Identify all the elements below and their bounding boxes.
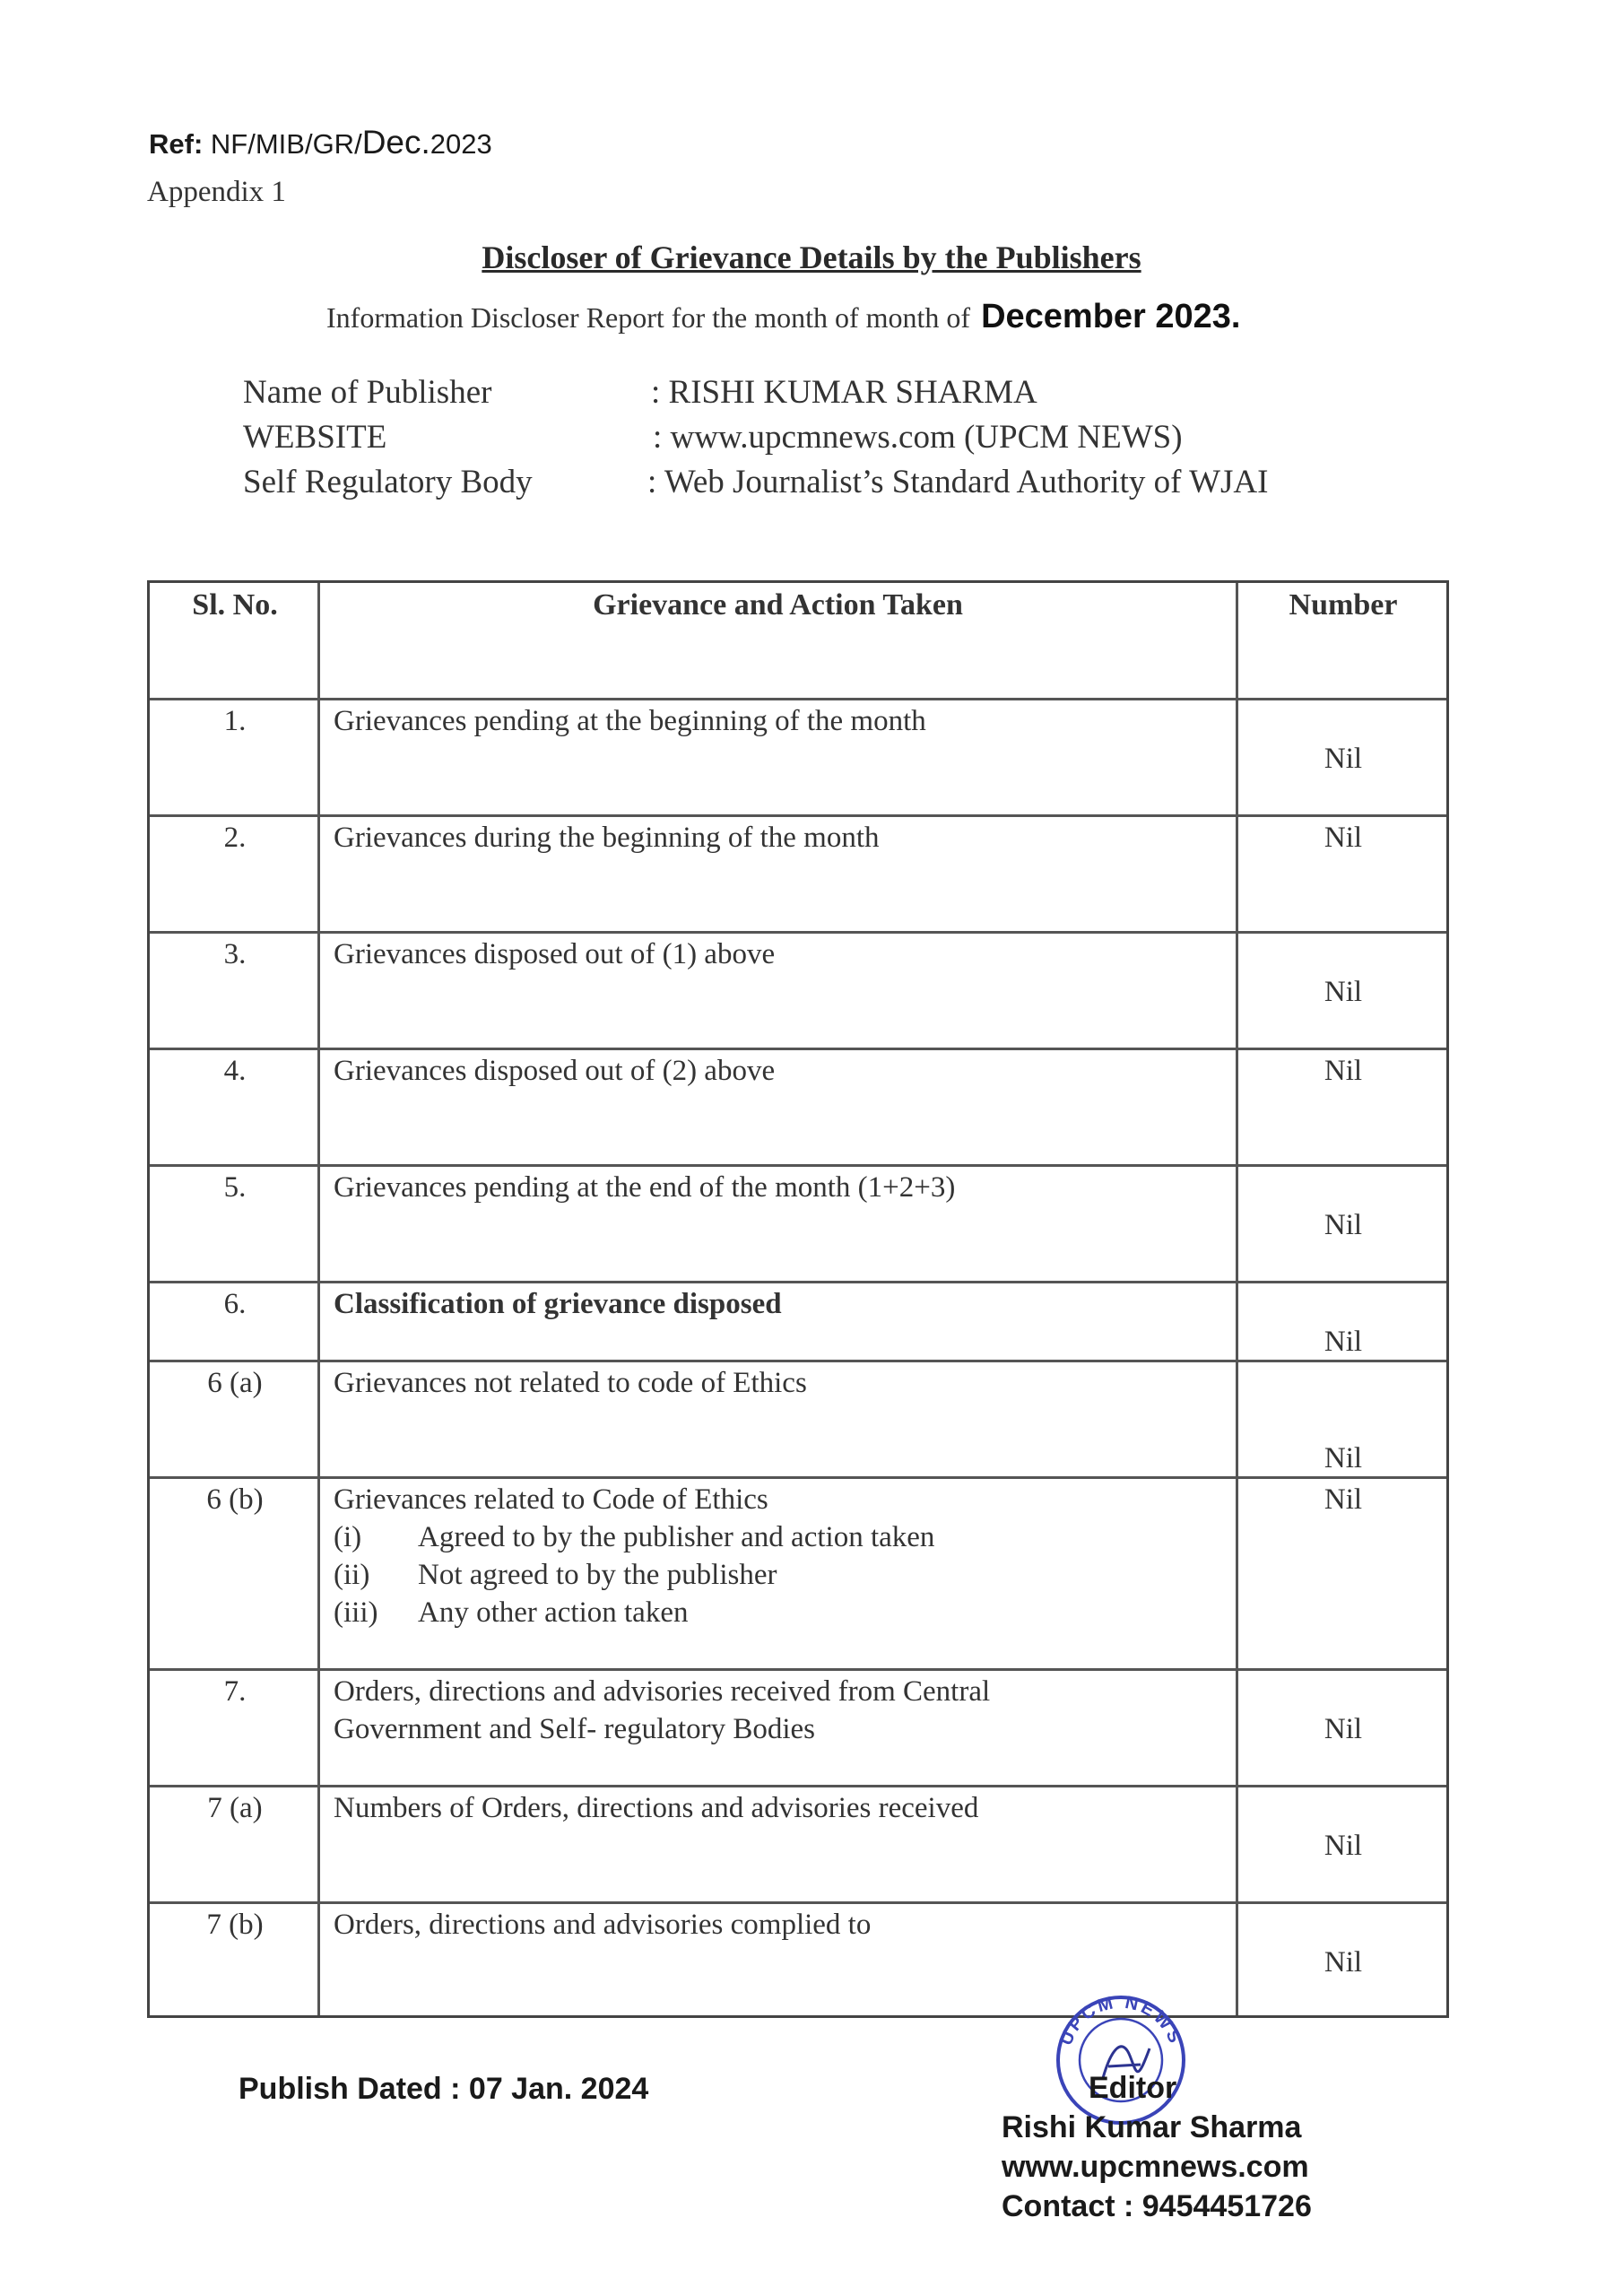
row-divider — [150, 698, 1446, 700]
row-description: Grievances during the beginning of the month — [334, 822, 880, 854]
row-sl: 7 (a) — [207, 1792, 263, 1824]
row-divider — [150, 1785, 1446, 1787]
website-label: WEBSITE — [243, 419, 387, 456]
row-sl: 6 (a) — [207, 1367, 263, 1399]
sub-item-text: Any other action taken — [418, 1596, 689, 1629]
row-number: Nil — [1324, 1209, 1363, 1241]
row-divider — [150, 814, 1446, 817]
website-value: : www.upcmnews.com (UPCM NEWS) — [653, 419, 1183, 456]
ref-year: 2023 — [430, 128, 492, 160]
editor-contact: Contact : 9454451726 — [1002, 2189, 1312, 2223]
row-divider — [150, 1048, 1446, 1050]
row-sl: 5. — [223, 1171, 247, 1204]
row-description: Grievances pending at the end of the month (1+2+3) — [334, 1171, 956, 1204]
row-sl: 2. — [223, 822, 247, 854]
row-sl: 7 (b) — [206, 1909, 264, 1941]
publish-date: Publish Dated : 07 Jan. 2024 — [239, 2072, 649, 2106]
regulatory-body-value: : Web Journalist’s Standard Authority of WJAI — [647, 464, 1269, 500]
ref-month: Dec. — [361, 124, 430, 161]
report-subtitle — [326, 298, 1241, 336]
row-description: Grievances related to Code of Ethics — [334, 1483, 768, 1516]
row-divider — [150, 1360, 1446, 1362]
row-number: Nil — [1324, 1055, 1363, 1087]
sub-item — [334, 1596, 688, 1630]
sub-item-text: Agreed to by the publisher and action taken — [418, 1521, 935, 1553]
reference-number — [149, 124, 492, 161]
appendix-label: Appendix 1 — [147, 176, 286, 208]
ref-value: NF/MIB/GR/ — [210, 128, 362, 160]
row-number: Nil — [1324, 976, 1363, 1008]
row-description: Orders, directions and advisories complied to — [334, 1909, 872, 1941]
row-description: Numbers of Orders, directions and advisories received — [334, 1792, 979, 1824]
row-number: Nil — [1324, 1713, 1363, 1745]
row-sl: 6 (b) — [206, 1483, 264, 1516]
grievance-table — [147, 580, 1449, 2018]
row-description-line-1: Orders, directions and advisories received from Central — [334, 1675, 991, 1708]
row-number: Nil — [1324, 822, 1363, 854]
sub-item-text: Not agreed to by the publisher — [418, 1559, 777, 1591]
header-number: Number — [1289, 588, 1398, 622]
sub-item-numeral: (i) — [334, 1521, 362, 1553]
row-description-line-2: Government and Self- regulatory Bodies — [334, 1713, 816, 1745]
editor-name: Rishi Kumar Sharma — [1002, 2110, 1302, 2144]
sub-item-numeral: (ii) — [334, 1559, 370, 1591]
row-number: Nil — [1324, 1442, 1363, 1474]
row-divider — [150, 1668, 1446, 1671]
row-sl: 1. — [223, 705, 247, 737]
row-divider — [150, 1164, 1446, 1167]
row-divider — [150, 1901, 1446, 1904]
row-description: Grievances not related to code of Ethics — [334, 1367, 807, 1399]
editor-website: www.upcmnews.com — [1002, 2150, 1309, 2184]
stamp-text: UPCM NEWS — [1055, 1993, 1186, 2048]
row-description: Grievances disposed out of (1) above — [334, 938, 776, 970]
row-divider — [150, 1281, 1446, 1283]
sub-item — [334, 1559, 777, 1592]
row-divider — [150, 931, 1446, 934]
regulatory-body-label: Self Regulatory Body — [243, 464, 533, 500]
publisher-name-label: Name of Publisher — [243, 374, 492, 411]
row-sl: 4. — [223, 1055, 247, 1087]
row-number: Nil — [1324, 1483, 1363, 1516]
publisher-name-value: : RISHI KUMAR SHARMA — [651, 374, 1037, 411]
row-description: Grievances pending at the beginning of the month — [334, 705, 926, 737]
subtitle-text: Information Discloser Report for the month of month of — [326, 301, 971, 334]
row-number: Nil — [1324, 1326, 1363, 1358]
row-number: Nil — [1324, 1830, 1363, 1862]
row-description: Grievances disposed out of (2) above — [334, 1055, 776, 1087]
editor-title: Editor — [1089, 2071, 1177, 2105]
column-divider — [1236, 583, 1238, 2015]
sub-item — [334, 1521, 934, 1554]
editor-signature-block — [1002, 2068, 1312, 2226]
row-divider — [150, 1476, 1446, 1479]
row-description: Classification of grievance disposed — [334, 1288, 782, 1320]
sub-item-numeral: (iii) — [334, 1596, 378, 1629]
ref-label: Ref: — [149, 128, 204, 160]
row-sl: 7. — [223, 1675, 247, 1708]
row-sl: 6. — [223, 1288, 247, 1320]
row-number: Nil — [1324, 1946, 1363, 1979]
row-sl: 3. — [223, 938, 247, 970]
row-number: Nil — [1324, 743, 1363, 775]
header-sl-no: Sl. No. — [192, 588, 278, 622]
header-grievance: Grievance and Action Taken — [593, 588, 963, 622]
report-month: December 2023. — [981, 298, 1241, 335]
document-title: Discloser of Grievance Details by the Publishers — [482, 239, 1141, 275]
